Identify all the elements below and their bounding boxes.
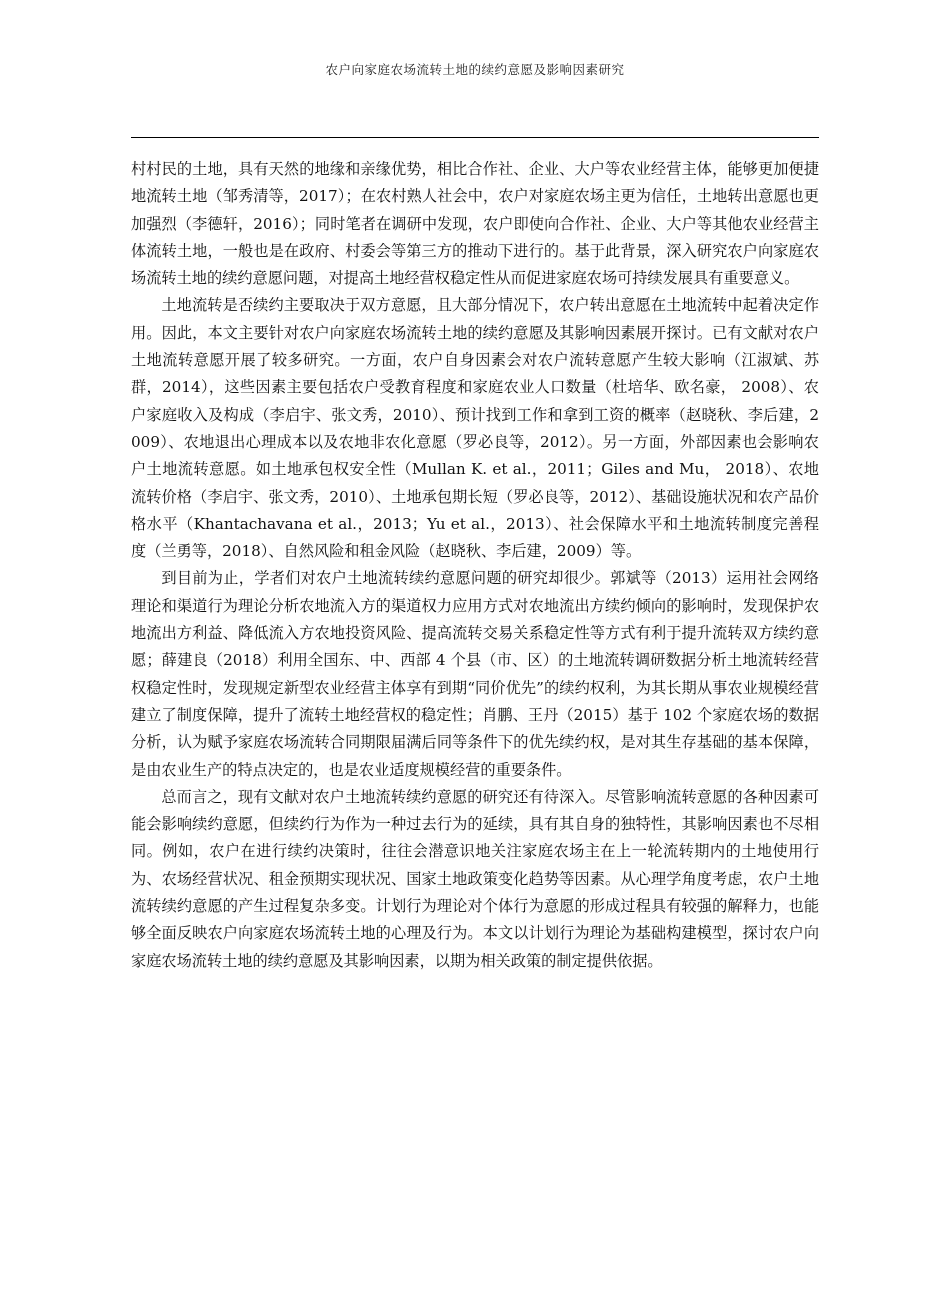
body-text (131, 156, 819, 975)
paragraph-renewal-research: 到目前为止，学者们对农户土地流转续约意愿问题的研究却很少。郭斌等（2013）运用社会网络理论和渠道行为理论分析农地流入方的渠道权力应用方式对农地流出方续约倾向的影响时，发现保护农地流出方利益、降低流入方农地投资风险、提高流转交易关系稳定性等方式有利于提升流转双方续约意愿；薛建良（2018）利用全国东、中、西部 4 个县（市、区）的土地流转调研数据分析土地流转经营权稳定性时，发现规定新型农业经营主体享有到期“同价优先”的续约权利，为其长期从事农业规模经营建立了制度保障，提升了流转土地经营权的稳定性；肖鹏、王丹（2015）基于 102 个家庭农场的数据分析，认为赋予家庭农场流转合同期限届满后同等条件下的优先续约权，是对其生存基础的基本保障，是由农业生产的特点决定的，也是农业适度规模经营的重要条件。 (131, 569, 819, 779)
running-header-title: 农户向家庭农场流转土地的续约意愿及影响因素研究 (325, 62, 625, 77)
header-divider (131, 137, 819, 138)
paragraph-literature-review: 土地流转是否续约主要取决于双方意愿，且大部分情况下，农户转出意愿在土地流转中起着决定作用。因此，本文主要针对农户向家庭农场流转土地的续约意愿及其影响因素展开探讨。已有文献对农户土地流转意愿开展了较多研究。一方面，农户自身因素会对农户流转意愿产生较大影响（江淑斌、苏群，2014），这些因素主要包括农户受教育程度和家庭农业人口数量（杜培华、欧名豪， 2008）、农户家庭收入及构成（李启宇、张文秀，2010）、预计找到工作和拿到工资的概率（赵晓秋、李后建，2009）、农地退出心理成本以及农地非农化意愿（罗必良等，2012）。另一方面，外部因素也会影响农户土地流转意愿。如土地承包权安全性（Mullan K. et al.，2011；Giles and Mu， 2018）、农地流转价格（李启宇、张文秀，2010）、土地承包期长短（罗必良等，2012）、基础设施状况和农产品价格水平（Khantachavana et al.，2013；Yu et al.，2013）、社会保障水平和土地流转制度完善程度（兰勇等，2018）、自然风险和租金风险（赵晓秋、李后建，2009）等。 (131, 296, 819, 561)
paragraph-summary: 总而言之，现有文献对农户土地流转续约意愿的研究还有待深入。尽管影响流转意愿的各种因素可能会影响续约意愿，但续约行为作为一种过去行为的延续，具有其自身的独特性，其影响因素也不尽相同。例如，农户在进行续约决策时，往往会潜意识地关注家庭农场主在上一轮流转期内的土地使用行为、农场经营状况、租金预期实现状况、国家土地政策变化趋势等因素。从心理学角度考虑，农户土地流转续约意愿的产生过程复杂多变。计划行为理论对个体行为意愿的形成过程具有较强的解释力，也能够全面反映农户向家庭农场流转土地的心理及行为。本文以计划行为理论为基础构建模型，探讨农户向家庭农场流转土地的续约意愿及其影响因素，以期为相关政策的制定提供依据。 (131, 787, 819, 970)
paragraph-continuation: 村村民的土地，具有天然的地缘和亲缘优势，相比合作社、企业、大户等农业经营主体，能够更加便捷地流转土地（邹秀清等，2017）；在农村熟人社会中，农户对家庭农场主更为信任，土地转出意愿也更加强烈（李德轩，2016）；同时笔者在调研中发现，农户即使向合作社、企业、大户等其他农业经营主体流转土地，一般也是在政府、村委会等第三方的推动下进行的。基于此背景，深入研究农户向家庭农场流转土地的续约意愿问题，对提高土地经营权稳定性从而促进家庭农场可持续发展具有重要意义。 (131, 160, 819, 288)
